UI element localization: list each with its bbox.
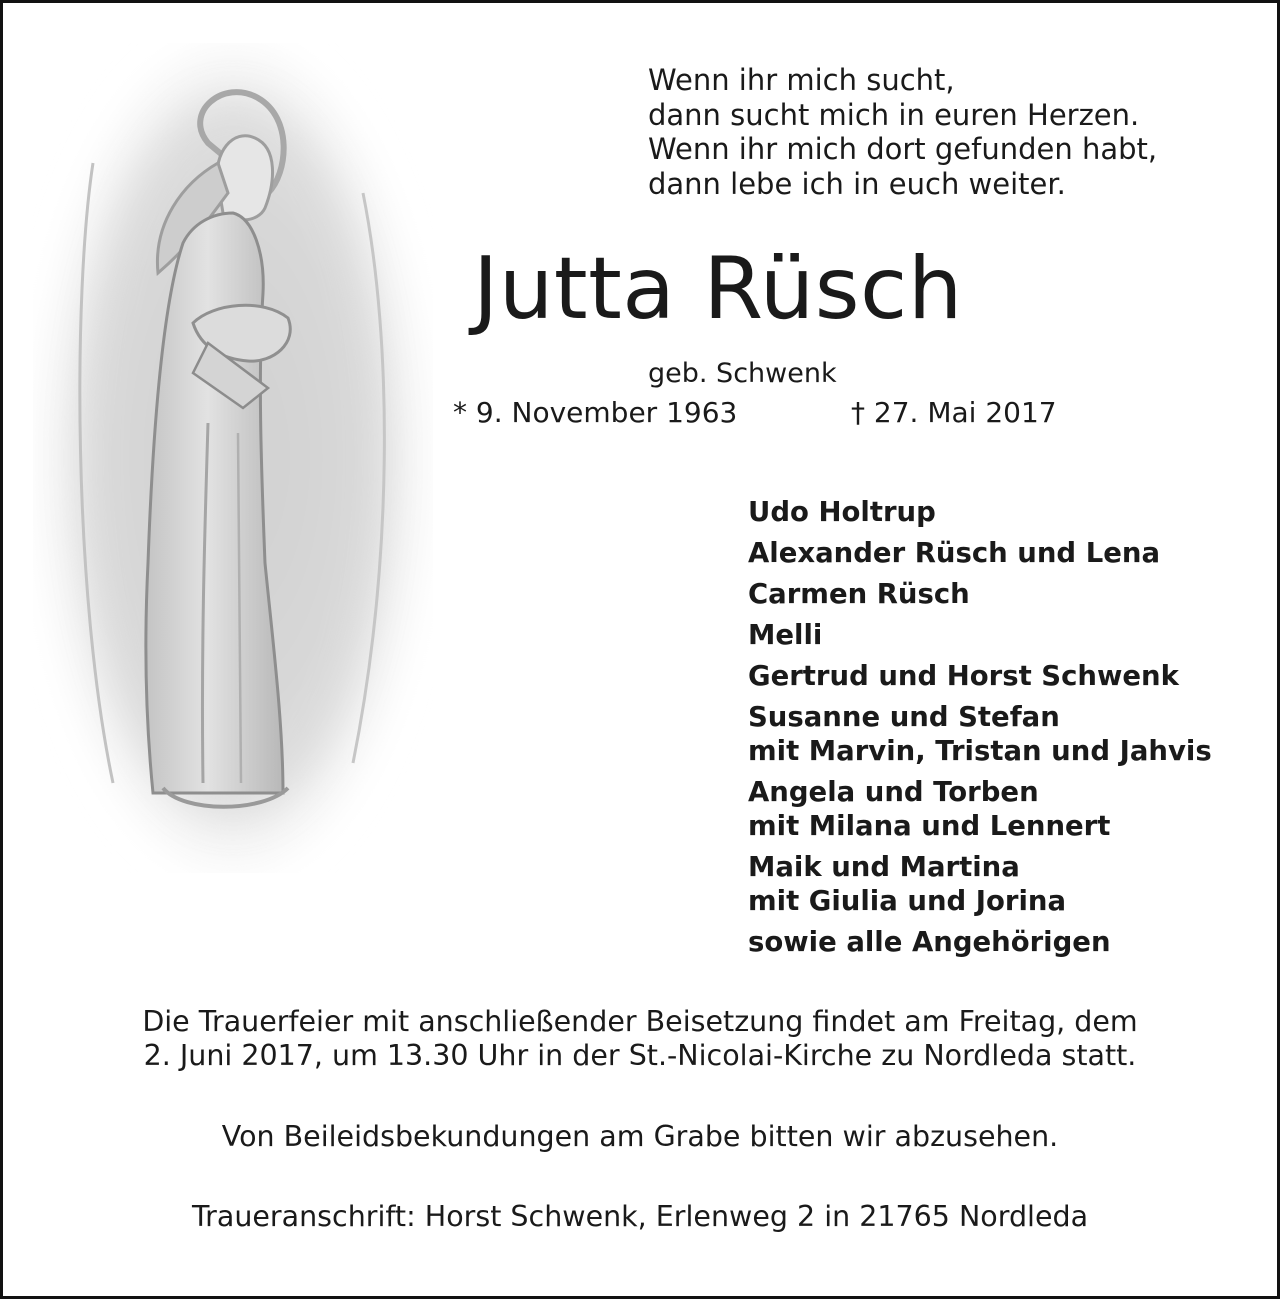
service-line: Die Trauerfeier mit anschließender Beisetzung findet am Freitag, dem <box>142 1005 1138 1038</box>
mourner-line: Alexander Rüsch und Lena <box>748 537 1161 569</box>
mourner-line: sowie alle Angehörigen <box>748 926 1111 958</box>
mourner-entry <box>748 700 1248 768</box>
poem-line: dann sucht mich in euren Herzen. <box>648 97 1140 132</box>
mourner-line: mit Giulia und Jorina <box>748 885 1067 917</box>
condolence-note: Von Beileidsbekundungen am Grabe bitten wir abzusehen. <box>221 1120 1059 1153</box>
madonna-relief-image <box>33 43 433 873</box>
mourners-list <box>748 495 1248 966</box>
mourner-line: Susanne und Stefan <box>748 701 1060 733</box>
mourner-entry <box>748 536 1248 570</box>
mourner-line: Gertrud und Horst Schwenk <box>748 660 1179 692</box>
mourner-entry <box>748 495 1248 529</box>
mourner-entry <box>748 618 1248 652</box>
mourner-line: Maik und Martina <box>748 851 1020 883</box>
mourner-line: Carmen Rüsch <box>748 578 970 610</box>
poem-quote <box>648 63 1248 201</box>
mourner-entry <box>748 775 1248 843</box>
mourner-line: Melli <box>748 619 823 651</box>
mourning-address: Traueranschrift: Horst Schwenk, Erlenweg 2 in 21765 Nordleda <box>191 1200 1089 1233</box>
poem-line: dann lebe ich in euch weiter. <box>648 166 1066 201</box>
mourner-line: Angela und Torben <box>748 776 1039 808</box>
mourner-line: mit Marvin, Tristan und Jahvis <box>748 735 1212 767</box>
mourner-line: Udo Holtrup <box>748 496 936 528</box>
mourner-entry <box>748 659 1248 693</box>
death-date: † 27. Mai 2017 <box>851 396 1057 429</box>
mourner-entry <box>748 577 1248 611</box>
service-line: 2. Juni 2017, um 13.30 Uhr in der St.-Nicolai-Kirche zu Nordleda statt. <box>143 1039 1137 1072</box>
birth-date: * 9. November 1963 <box>453 396 738 429</box>
maiden-name: geb. Schwenk <box>648 358 837 389</box>
funeral-service-info <box>3 1005 1277 1073</box>
mourner-entry <box>748 850 1248 918</box>
deceased-name: Jutta Rüsch <box>473 239 963 339</box>
poem-line: Wenn ihr mich dort gefunden habt, <box>648 132 1158 166</box>
mourner-line: mit Milana und Lennert <box>748 810 1111 842</box>
mourner-entry <box>748 925 1248 959</box>
poem-line: Wenn ihr mich sucht, <box>648 63 955 97</box>
